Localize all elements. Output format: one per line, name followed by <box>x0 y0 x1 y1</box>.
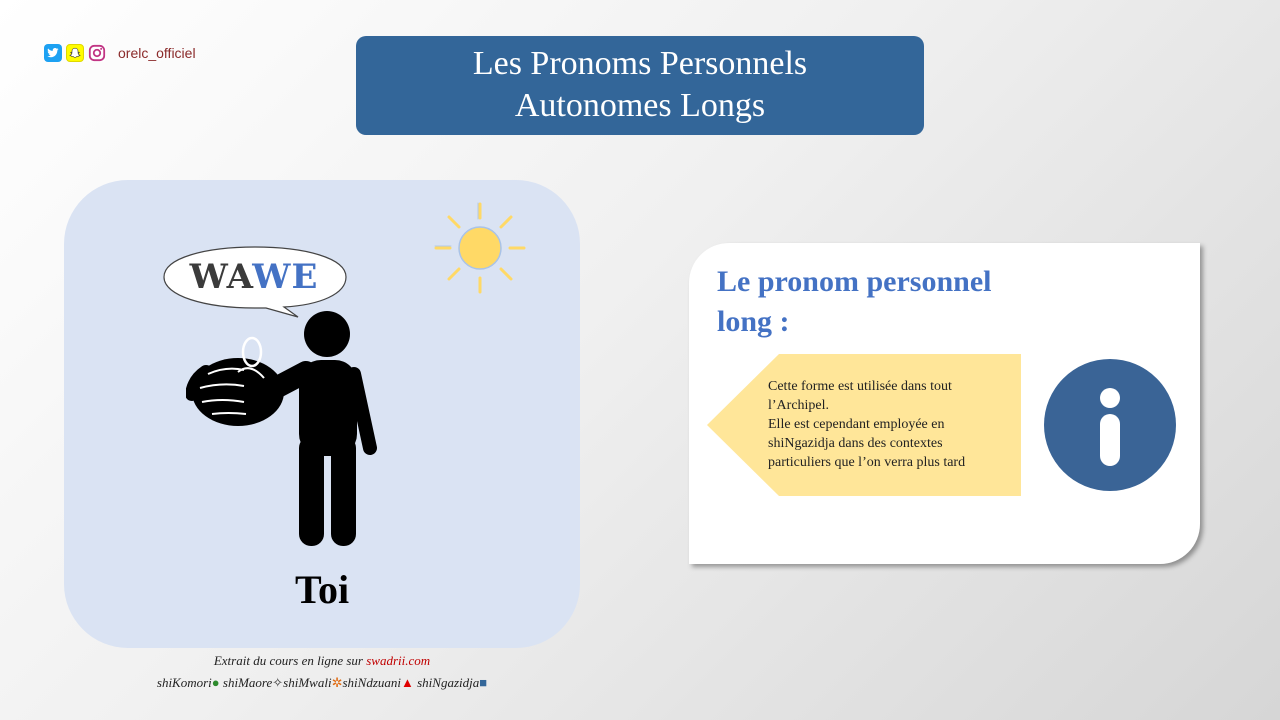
dialect-name: shiNgazidja <box>417 675 480 690</box>
bubble-pronoun-part2: WE <box>252 257 319 297</box>
dialect-name: shiMaore <box>222 675 273 690</box>
social-handle[interactable]: orelc_officiel <box>118 45 196 61</box>
social-bar <box>44 44 196 62</box>
callout-line: Elle est cependant employée en <box>768 417 945 432</box>
info-icon <box>1043 358 1177 492</box>
title-line-1: Les Pronoms Personnels <box>472 45 808 82</box>
bubble-pronoun <box>163 252 345 302</box>
dialect-marker-icon: ■ <box>479 675 488 690</box>
title-line-2: Autonomes Longs <box>514 87 766 124</box>
footer-source-prefix: Extrait du cours en ligne sur <box>213 653 367 668</box>
callout-line: shiNgazidja dans des contextes <box>768 436 943 451</box>
sun-icon <box>432 200 528 296</box>
instagram-icon[interactable] <box>88 44 106 62</box>
dialect-marker-icon: ✧ <box>272 675 284 690</box>
footer-source <box>0 650 644 672</box>
dialect-marker-icon: ▲ <box>401 675 414 690</box>
page-title <box>356 36 924 135</box>
info-card-heading <box>717 262 1057 342</box>
heading-line-2: long : <box>717 305 790 338</box>
pointing-person-icon <box>186 308 386 550</box>
callout-line: l’Archipel. <box>768 398 830 413</box>
callout-line: Cette forme est utilisée dans tout <box>768 379 952 394</box>
twitter-icon[interactable] <box>44 44 62 62</box>
callout-text <box>768 377 1018 472</box>
dialect-marker-icon: ● <box>211 675 220 690</box>
snapchat-icon[interactable] <box>66 44 84 62</box>
dialect-name: shiMwali <box>283 675 332 690</box>
dialect-marker-icon: ✲ <box>331 675 343 690</box>
pronoun-translation: Toi <box>294 567 350 612</box>
footer-dialects <box>0 672 644 694</box>
callout-line: particuliers que l’on verra plus tard <box>768 455 966 470</box>
heading-line-1: Le pronom personnel <box>717 265 992 298</box>
dialect-name: shiNdzuani <box>342 675 401 690</box>
footer-credits <box>0 650 644 694</box>
footer-site-link[interactable]: swadrii.com <box>366 653 431 668</box>
dialect-name: shiKomori <box>156 675 212 690</box>
bubble-pronoun-part1: WA <box>189 257 253 297</box>
